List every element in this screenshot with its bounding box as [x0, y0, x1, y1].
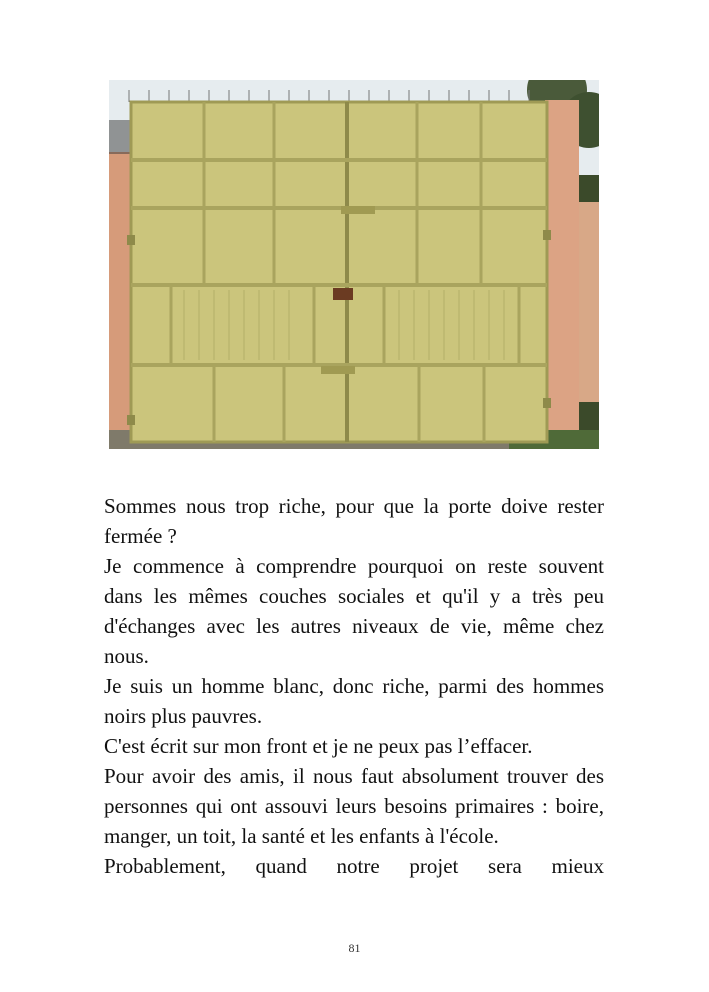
barbed-wire-coil	[109, 120, 131, 154]
hinge	[127, 235, 135, 245]
page-number: 81	[348, 941, 361, 955]
right-wall	[577, 202, 599, 402]
right-pillar	[545, 100, 579, 430]
paragraph: Je commence à comprendre pourquoi on reste souvent dans les mêmes couches sociales et qu'il y a très peu d'échanges avec les autres niveaux de vie, même chez nous.	[104, 554, 604, 668]
paragraph: Je suis un homme blanc, donc riche, parmi des hommes noirs plus pauvres.	[104, 674, 604, 728]
paragraph: Pour avoir des amis, il nous faut absolument trouver des personnes qui ont assouvi leurs besoins primaires : boire, manger, un toit, la santé et les enfants à l'école.	[104, 764, 604, 848]
paragraph: Sommes nous trop riche, pour que la porte doive rester fermée ?	[104, 494, 604, 548]
paragraph: C'est écrit sur mon front et je ne peux pas l’effacer.	[104, 734, 533, 758]
hinge	[127, 415, 135, 425]
paragraph: Probablement, quand notre projet sera mieux	[104, 854, 604, 878]
gate-latch	[341, 206, 375, 214]
body-text	[104, 491, 604, 881]
fence-spikes	[129, 90, 529, 102]
gate-illustration	[109, 80, 599, 449]
gate-latch	[321, 366, 355, 374]
hinge	[543, 398, 551, 408]
hinge	[543, 230, 551, 240]
gate-photo	[109, 80, 599, 449]
padlock	[333, 288, 353, 300]
